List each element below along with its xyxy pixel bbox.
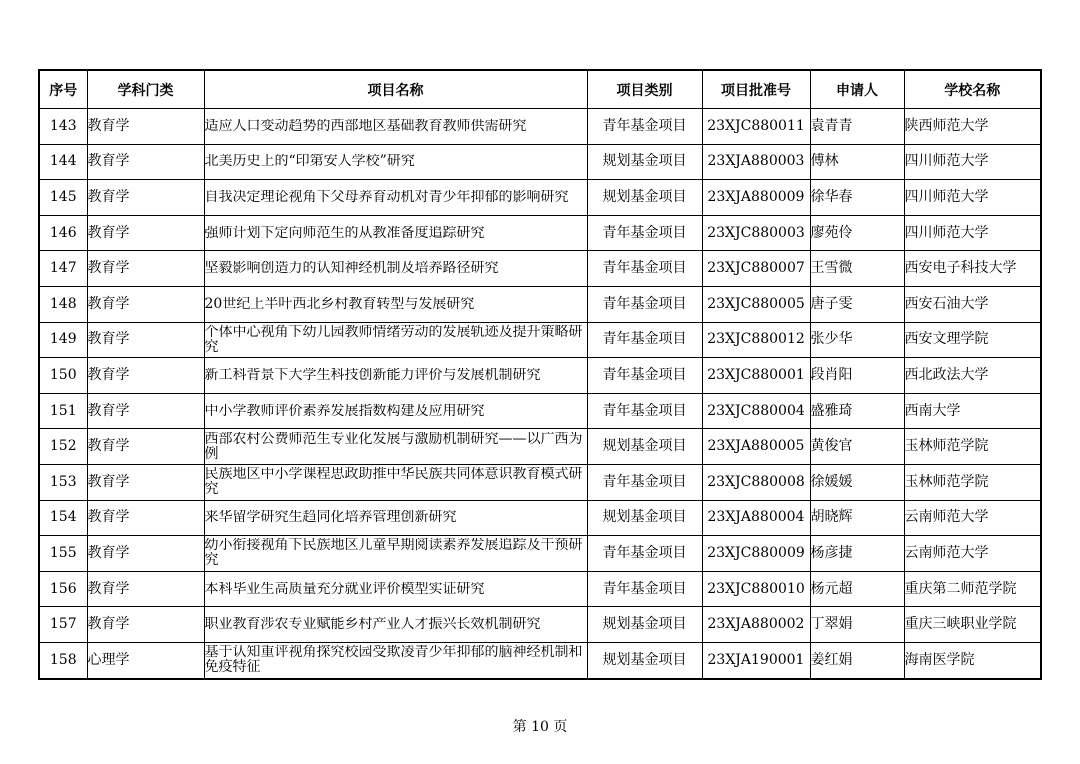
project-name-text: 强师计划下定向师范生的从教准备度追踪研究 [204,225,485,241]
cell-index: 145 [39,180,87,216]
cell-project-name [204,571,587,607]
project-name-text: 西部农村公费师范生专业化发展与激励机制研究——以广西为例 [204,431,583,462]
cell-project-name [204,286,587,322]
cell-index: 153 [39,464,87,500]
cell-approval-number: 23XJA190001 [702,642,810,678]
cell-applicant: 黄俊官 [810,429,904,465]
cell-project-type: 青年基金项目 [587,109,702,145]
project-name-text: 坚毅影响创造力的认知神经机制及培养路径研究 [204,261,499,277]
cell-index: 157 [39,607,87,643]
cell-approval-number: 23XJA880005 [702,429,810,465]
cell-discipline: 教育学 [87,500,204,536]
cell-school: 玉林师范学院 [904,464,1041,500]
header-index: 序号 [39,70,87,109]
cell-project-type: 规划基金项目 [587,642,702,678]
cell-discipline: 教育学 [87,358,204,394]
cell-applicant: 唐子雯 [810,286,904,322]
page-number: 第 10 页 [512,719,568,735]
cell-index: 152 [39,429,87,465]
cell-approval-number: 23XJC880011 [702,109,810,145]
project-table [38,69,1042,680]
cell-discipline: 教育学 [87,109,204,145]
table-row [39,251,1041,287]
cell-project-name [204,536,587,572]
cell-applicant: 杨彦捷 [810,536,904,572]
cell-approval-number: 23XJC880009 [702,536,810,572]
cell-approval-number: 23XJA880003 [702,144,810,180]
cell-project-name [204,215,587,251]
header-school: 学校名称 [904,70,1041,109]
header-project-name: 项目名称 [204,70,587,109]
project-name-text: 本科毕业生高质量充分就业评价模型实证研究 [204,581,485,597]
cell-discipline: 心理学 [87,642,204,678]
project-name-text: 自我决定理论视角下父母养育动机对青少年抑郁的影响研究 [204,189,569,205]
cell-school: 云南师范大学 [904,500,1041,536]
cell-index: 155 [39,536,87,572]
cell-discipline: 教育学 [87,571,204,607]
table-row [39,642,1041,678]
cell-school: 玉林师范学院 [904,429,1041,465]
cell-index: 148 [39,286,87,322]
cell-approval-number: 23XJC880012 [702,322,810,358]
cell-index: 154 [39,500,87,536]
cell-approval-number: 23XJC880004 [702,393,810,429]
cell-project-name [204,393,587,429]
table-row [39,429,1041,465]
table-header-row [39,70,1041,109]
header-approval-number: 项目批准号 [702,70,810,109]
cell-approval-number: 23XJC880003 [702,215,810,251]
cell-approval-number: 23XJC880005 [702,286,810,322]
cell-discipline: 教育学 [87,144,204,180]
table-row [39,571,1041,607]
cell-approval-number: 23XJC880008 [702,464,810,500]
project-name-text: 中小学教师评价素养发展指数构建及应用研究 [204,403,485,419]
cell-project-type: 青年基金项目 [587,286,702,322]
cell-applicant: 丁翠娟 [810,607,904,643]
cell-index: 144 [39,144,87,180]
cell-school: 西安电子科技大学 [904,251,1041,287]
cell-project-type: 规划基金项目 [587,500,702,536]
cell-discipline: 教育学 [87,180,204,216]
table-row [39,607,1041,643]
cell-project-name [204,358,587,394]
cell-index: 143 [39,109,87,145]
cell-discipline: 教育学 [87,607,204,643]
cell-discipline: 教育学 [87,215,204,251]
cell-project-type: 青年基金项目 [587,571,702,607]
cell-project-type: 青年基金项目 [587,464,702,500]
table-row [39,500,1041,536]
cell-project-type: 青年基金项目 [587,358,702,394]
cell-applicant: 段肖阳 [810,358,904,394]
cell-approval-number: 23XJC880010 [702,571,810,607]
header-project-type: 项目类别 [587,70,702,109]
header-applicant: 申请人 [810,70,904,109]
cell-discipline: 教育学 [87,536,204,572]
cell-project-type: 青年基金项目 [587,393,702,429]
project-name-text: 基于认知重评视角探究校园受欺凌青少年抑郁的脑神经机制和免疫特征 [204,645,583,676]
cell-discipline: 教育学 [87,322,204,358]
cell-school: 西北政法大学 [904,358,1041,394]
cell-index: 158 [39,642,87,678]
project-name-text: 个体中心视角下幼儿园教师情绪劳动的发展轨迹及提升策略研究 [204,324,583,355]
cell-applicant: 杨元超 [810,571,904,607]
cell-applicant: 袁青青 [810,109,904,145]
cell-applicant: 徐华春 [810,180,904,216]
cell-project-name [204,144,587,180]
table-row [39,322,1041,358]
cell-discipline: 教育学 [87,251,204,287]
cell-approval-number: 23XJA880009 [702,180,810,216]
project-name-text: 新工科背景下大学生科技创新能力评价与发展机制研究 [204,367,541,383]
cell-applicant: 徐媛媛 [810,464,904,500]
table-row [39,464,1041,500]
cell-project-type: 青年基金项目 [587,251,702,287]
table-row [39,358,1041,394]
cell-project-name [204,429,587,465]
project-name-text: 适应人口变动趋势的西部地区基础教育教师供需研究 [204,118,527,134]
cell-applicant: 傅林 [810,144,904,180]
cell-project-type: 青年基金项目 [587,215,702,251]
table-row [39,286,1041,322]
project-name-text: 民族地区中小学课程思政助推中华民族共同体意识教育模式研究 [204,467,583,498]
cell-discipline: 教育学 [87,464,204,500]
cell-project-type: 青年基金项目 [587,322,702,358]
cell-school: 重庆第二师范学院 [904,571,1041,607]
cell-discipline: 教育学 [87,286,204,322]
project-name-text: 北美历史上的“印第安人学校”研究 [204,154,415,170]
table-row [39,536,1041,572]
table-row [39,144,1041,180]
cell-approval-number: 23XJC880001 [702,358,810,394]
table-body [39,109,1041,679]
table-row [39,215,1041,251]
cell-school: 四川师范大学 [904,144,1041,180]
cell-project-type: 规划基金项目 [587,180,702,216]
cell-approval-number: 23XJA880004 [702,500,810,536]
cell-school: 云南师范大学 [904,536,1041,572]
cell-applicant: 胡晓辉 [810,500,904,536]
cell-school: 西安石油大学 [904,286,1041,322]
cell-approval-number: 23XJA880002 [702,607,810,643]
project-name-text: 来华留学研究生趋同化培养管理创新研究 [204,510,457,526]
cell-school: 海南医学院 [904,642,1041,678]
cell-applicant: 张少华 [810,322,904,358]
cell-applicant: 廖苑伶 [810,215,904,251]
header-discipline: 学科门类 [87,70,204,109]
cell-project-name [204,464,587,500]
table-row [39,109,1041,145]
cell-applicant: 姜红娟 [810,642,904,678]
cell-discipline: 教育学 [87,393,204,429]
cell-applicant: 盛雅琦 [810,393,904,429]
cell-project-name [204,109,587,145]
cell-school: 重庆三峡职业学院 [904,607,1041,643]
cell-approval-number: 23XJC880007 [702,251,810,287]
cell-project-name [204,642,587,678]
project-name-text: 幼小衔接视角下民族地区儿童早期阅读素养发展追踪及干预研究 [204,538,583,569]
cell-project-name [204,322,587,358]
cell-school: 西南大学 [904,393,1041,429]
cell-school: 陕西师范大学 [904,109,1041,145]
cell-project-type: 青年基金项目 [587,536,702,572]
project-name-text: 职业教育涉农专业赋能乡村产业人才振兴长效机制研究 [204,617,541,633]
table-row [39,180,1041,216]
cell-applicant: 王雪微 [810,251,904,287]
table-row [39,393,1041,429]
cell-project-type: 规划基金项目 [587,607,702,643]
cell-project-name [204,251,587,287]
cell-school: 四川师范大学 [904,215,1041,251]
cell-project-type: 规划基金项目 [587,429,702,465]
cell-index: 150 [39,358,87,394]
cell-index: 149 [39,322,87,358]
cell-project-name [204,607,587,643]
cell-school: 西安文理学院 [904,322,1041,358]
cell-project-name [204,180,587,216]
cell-index: 156 [39,571,87,607]
cell-project-type: 规划基金项目 [587,144,702,180]
cell-discipline: 教育学 [87,429,204,465]
cell-school: 四川师范大学 [904,180,1041,216]
cell-index: 151 [39,393,87,429]
project-name-text: 20世纪上半叶西北乡村教育转型与发展研究 [204,296,475,312]
cell-project-name [204,500,587,536]
cell-index: 146 [39,215,87,251]
cell-index: 147 [39,251,87,287]
